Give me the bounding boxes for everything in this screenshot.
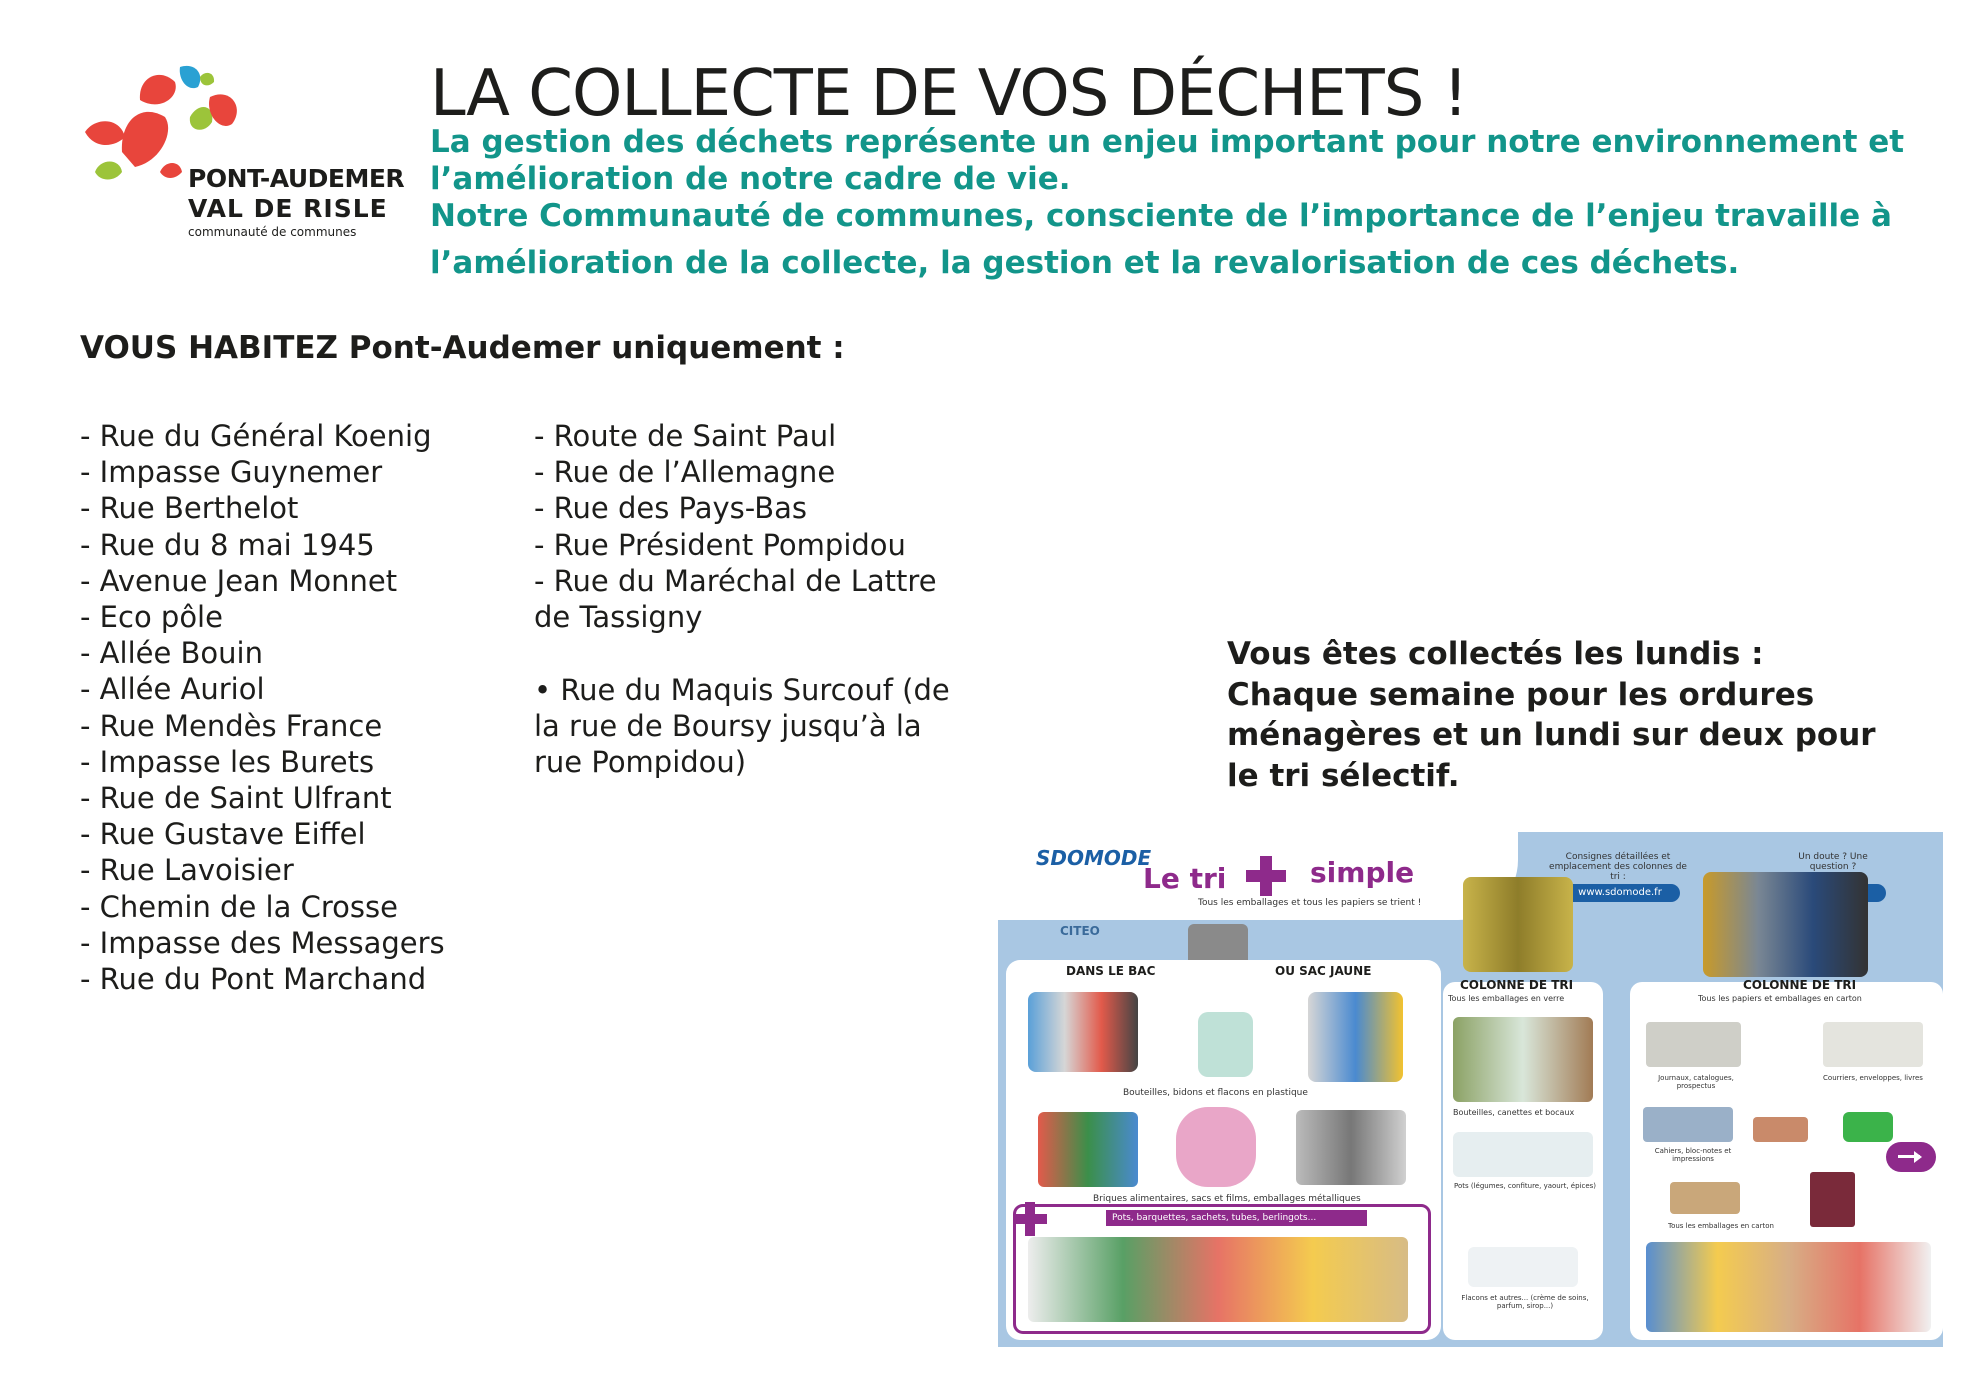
street-item: - Impasse Guynemer: [80, 455, 383, 490]
collection-line: Vous êtes collectés les lundis :: [1227, 636, 1764, 672]
poster-verre-cap2: Pots (légumes, confiture, yaourt, épices): [1453, 1182, 1597, 1190]
street-item: - Rue Berthelot: [80, 491, 299, 526]
notebooks-image: [1643, 1107, 1733, 1142]
plastic-flacons-image: [1198, 1012, 1253, 1077]
glass-flacons-image: [1468, 1247, 1578, 1287]
bullet-line: rue Pompidou): [534, 745, 747, 780]
street-list-col1: [80, 418, 445, 997]
poster-papier-title: COLONNE DE TRI: [1743, 978, 1857, 992]
glass-column-image: [1463, 877, 1573, 972]
collection-line: Chaque semaine pour les ordures: [1227, 676, 1815, 713]
street-item: - Chemin de la Crosse: [80, 889, 398, 924]
cardboard-sheet-image: [1670, 1182, 1740, 1214]
poster-verre-cap1: Bouteilles, canettes et bocaux: [1453, 1108, 1575, 1117]
intro-line: Notre Communauté de communes, consciente de l’importance de l’enjeu travaille à: [430, 198, 1892, 234]
arrow-right-icon: [1886, 1142, 1936, 1172]
street-item: - Rue Mendès France: [80, 708, 383, 743]
poster-doute: Un doute ? Une question ?: [1798, 852, 1868, 872]
poster-bouteilles-caption: Bouteilles, bidons et flacons en plastique: [1123, 1088, 1308, 1098]
logo-line3: communauté de communes: [188, 225, 357, 239]
logo-line1: PONT-AUDEMER: [188, 164, 405, 193]
pots-barquettes-image: [1028, 1237, 1408, 1322]
bullet-line: • Rue du Maquis Surcouf (de: [534, 673, 950, 707]
logo-line2: VAL DE RISLE: [188, 194, 388, 223]
cardboard-rolls-image: [1753, 1117, 1808, 1142]
poster-papier-sub: Tous les papiers et emballages en carton: [1698, 994, 1862, 1003]
street-item: - Impasse les Burets: [80, 744, 375, 779]
collection-line: ménagères et un lundi sur deux pour: [1227, 717, 1876, 753]
street-item: - Allée Bouin: [80, 636, 263, 671]
street-item: - Rue de l’Allemagne: [534, 455, 836, 490]
street-item: - Avenue Jean Monnet: [80, 563, 398, 598]
street-item: - Allée Auriol: [80, 672, 265, 707]
collection-info: [1227, 634, 1876, 796]
glass-bottles-image: [1453, 1017, 1593, 1102]
paper-column-image: [1703, 872, 1868, 977]
bullet-line: la rue de Boursy jusqu’à la: [534, 709, 922, 744]
intro-text: [430, 124, 1910, 282]
newspapers-image: [1646, 1022, 1741, 1067]
poster-brand: SDOMODE: [1036, 846, 1152, 870]
street-item: - Rue du Général Koenig: [80, 419, 432, 453]
intro-line: l’amélioration de la collecte, la gestion et la revalorisation de ces déchets.: [430, 245, 1740, 281]
poster-briques-caption: Briques alimentaires, sacs et films, emballages métalliques: [1093, 1194, 1361, 1204]
street-item: - Rue Président Pompidou: [534, 527, 906, 562]
poster-papier-cap2: Courriers, enveloppes, livres: [1823, 1074, 1923, 1082]
street-item: de Tassigny: [534, 600, 703, 635]
collection-line: le tri sélectif.: [1227, 757, 1460, 794]
poster-verre-cap3: Flacons et autres... (crème de soins, parfum, sirop...): [1461, 1294, 1589, 1310]
street-item: - Route de Saint Paul: [534, 419, 837, 453]
poster-title-left: Le tri: [1143, 862, 1227, 895]
intro-line: La gestion des déchets représente un enjeu important pour notre environnement et: [430, 124, 1905, 160]
glass-pots-image: [1453, 1132, 1593, 1177]
poster-papier-cap4: Tous les emballages en carton: [1668, 1222, 1774, 1230]
poster-sac-label: OU SAC JAUNE: [1275, 964, 1372, 978]
street-item: - Rue Gustave Eiffel: [80, 817, 366, 852]
section-heading: VOUS HABITEZ Pont-Audemer uniquement :: [80, 330, 845, 366]
plastic-bottles-image: [1028, 992, 1138, 1072]
intro-line: l’amélioration de notre cadre de vie.: [430, 161, 1071, 197]
street-item: - Impasse des Messagers: [80, 925, 445, 960]
metal-cans-image: [1296, 1110, 1406, 1185]
poster-citeo: CITEO: [1060, 924, 1100, 938]
sacs-films-image: [1176, 1107, 1256, 1187]
street-list-col2: [534, 418, 937, 635]
poster-pots-banner: Pots, barquettes, sachets, tubes, berlingots...: [1106, 1210, 1367, 1226]
street-item: - Eco pôle: [80, 600, 223, 635]
street-item: - Rue de Saint Ulfrant: [80, 781, 392, 816]
poster-consignes: Consignes détaillées et emplacement des colonnes de tri :: [1549, 852, 1687, 882]
sorting-poster: [998, 832, 1943, 1347]
bullet-street-item: [534, 672, 950, 781]
briques-image: [1038, 1112, 1138, 1187]
poster-papier-cap3: Cahiers, bloc-notes et impressions: [1654, 1147, 1732, 1163]
poster-subtitle: Tous les emballages et tous les papiers se trient !: [1198, 898, 1422, 908]
plus-icon: [1246, 856, 1286, 896]
page-title: LA COLLECTE DE VOS DÉCHETS !: [430, 57, 1468, 131]
cardboard-packaging-image: [1646, 1242, 1931, 1332]
street-item: - Rue du 8 mai 1945: [80, 527, 375, 562]
poster-website: www.sdomode.fr: [1560, 884, 1680, 902]
poster-verre-sub: Tous les emballages en verre: [1448, 994, 1565, 1003]
egg-box-image: [1843, 1112, 1893, 1142]
street-item: - Rue du Maréchal de Lattre: [534, 563, 937, 598]
street-item: - Rue Lavoisier: [80, 853, 294, 888]
poster-title-right: simple: [1310, 856, 1415, 889]
street-item: - Rue du Pont Marchand: [80, 962, 427, 997]
poster-papier-cap1: Journaux, catalogues, prospectus: [1658, 1074, 1734, 1090]
poster-bac-label: DANS LE BAC: [1066, 964, 1156, 978]
poster-verre-title: COLONNE DE TRI: [1460, 978, 1574, 992]
plastic-bidons-image: [1308, 992, 1403, 1082]
logo: [80, 62, 405, 252]
cardboard-box-image: [1810, 1172, 1855, 1227]
envelopes-image: [1823, 1022, 1923, 1067]
street-item: - Rue des Pays-Bas: [534, 491, 807, 526]
